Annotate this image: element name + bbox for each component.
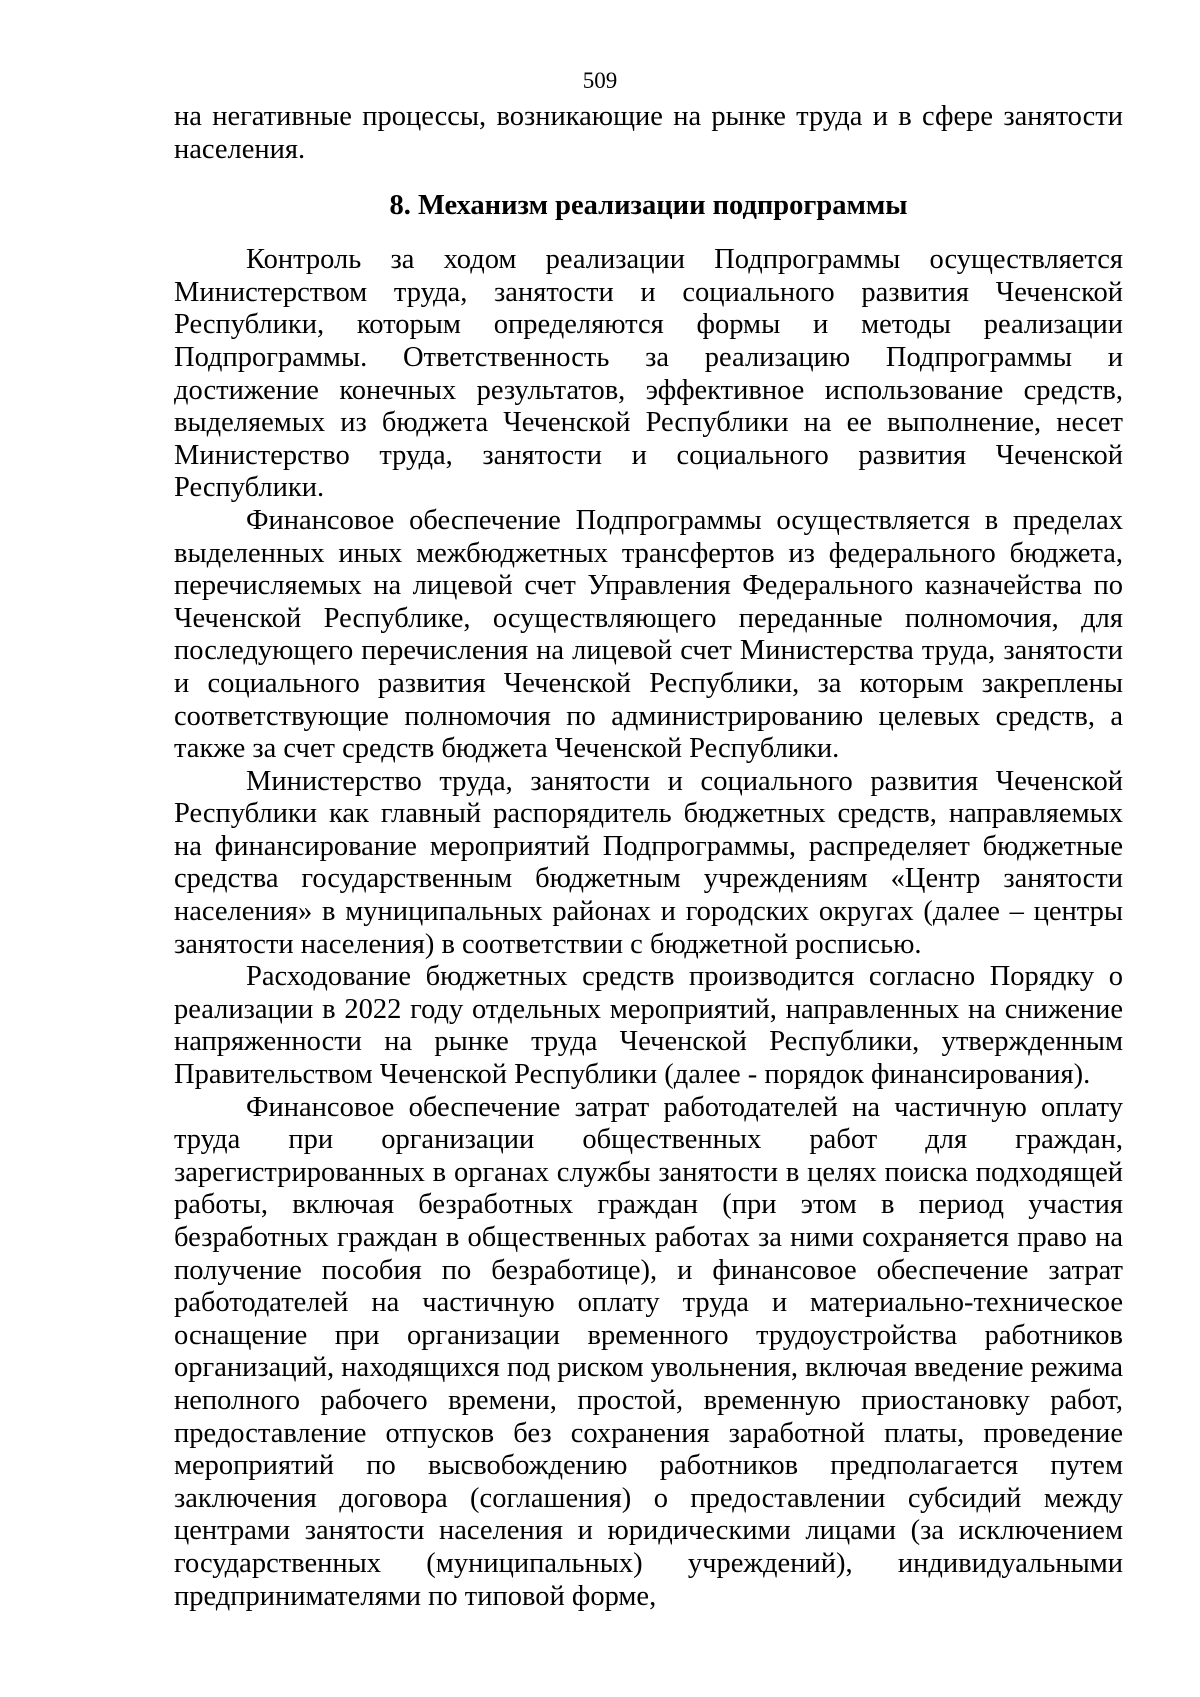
paragraph-spending: Расходование бюджетных средств производится согласно Порядку о реализации в 2022 году отдельных мероприятий, направленных на снижение напряженности на рынке труда Чеченской Республики, утвержденным Правительством Чеченской Республики (далее - порядок финансирования).	[174, 961, 1123, 1091]
paragraph-ministry: Министерство труда, занятости и социального развития Чеченской Республики как главный распорядитель бюджетных средств, направляемых на финансирование мероприятий Подпрограммы, распределяет бюджетные средства государственным бюджетным учреждениям «Центр занятости населения» в муниципальных районах и городских округах (далее – центры занятости населения) в соответствии с бюджетной росписью.	[174, 765, 1123, 960]
paragraph-employer-costs: Финансовое обеспечение затрат работодателей на частичную оплату труда при организации общественных работ для граждан, зарегистрированных в органах службы занятости в целях поиска подходящей работы, включая безработных граждан (при этом в период участия безработных граждан в общественных работах за ними сохраняется право на получение пособия по безработице), и финансовое обеспечение затрат работодателей на частичную оплату труда и материально-техническое оснащение при организации временного трудоустройства работников организаций, находящихся под риском увольнения, включая введение режима неполного рабочего времени, простой, временную приостановку работ, предоставление отпусков без сохранения заработной платы, проведение мероприятий по высвобождению работников предполагается путем заключения договора (соглашения) о предоставлении субсидий между центрами занятости населения и юридическими лицами (за исключением государственных (муниципальных) учреждений), индивидуальными предпринимателями по типовой форме,	[174, 1091, 1123, 1612]
continued-paragraph: на негативные процессы, возникающие на рынке труда и в сфере занятости населения.	[174, 101, 1123, 165]
paragraph-financing: Финансовое обеспечение Подпрограммы осуществляется в пределах выделенных иных межбюджетных трансфертов из федерального бюджета, перечисляемых на лицевой счет Управления Федерального казначейства по Чеченской Республике, осуществляющего переданные полномочия, для последующего перечисления на лицевой счет Министерства труда, занятости и социального развития Чеченской Республики, за которым закреплены соответствующие полномочия по администрированию целевых средств, а также за счет средств бюджета Чеченской Республики.	[174, 504, 1123, 765]
section-heading: 8. Механизм реализации подпрограммы	[389, 190, 908, 222]
paragraph-control: Контроль за ходом реализации Подпрограммы осуществляется Министерством труда, занятости и социального развития Чеченской Республики, которым определяются формы и методы реализации Подпрограммы. Ответственность за реализацию Подпрограммы и достижение конечных результатов, эффективное использование средств, выделяемых из бюджета Чеченской Республики на ее выполнение, несет Министерство труда, занятости и социального развития Чеченской Республики.	[174, 244, 1123, 504]
page-number: 509	[582, 68, 618, 93]
document-body	[174, 101, 1123, 1613]
